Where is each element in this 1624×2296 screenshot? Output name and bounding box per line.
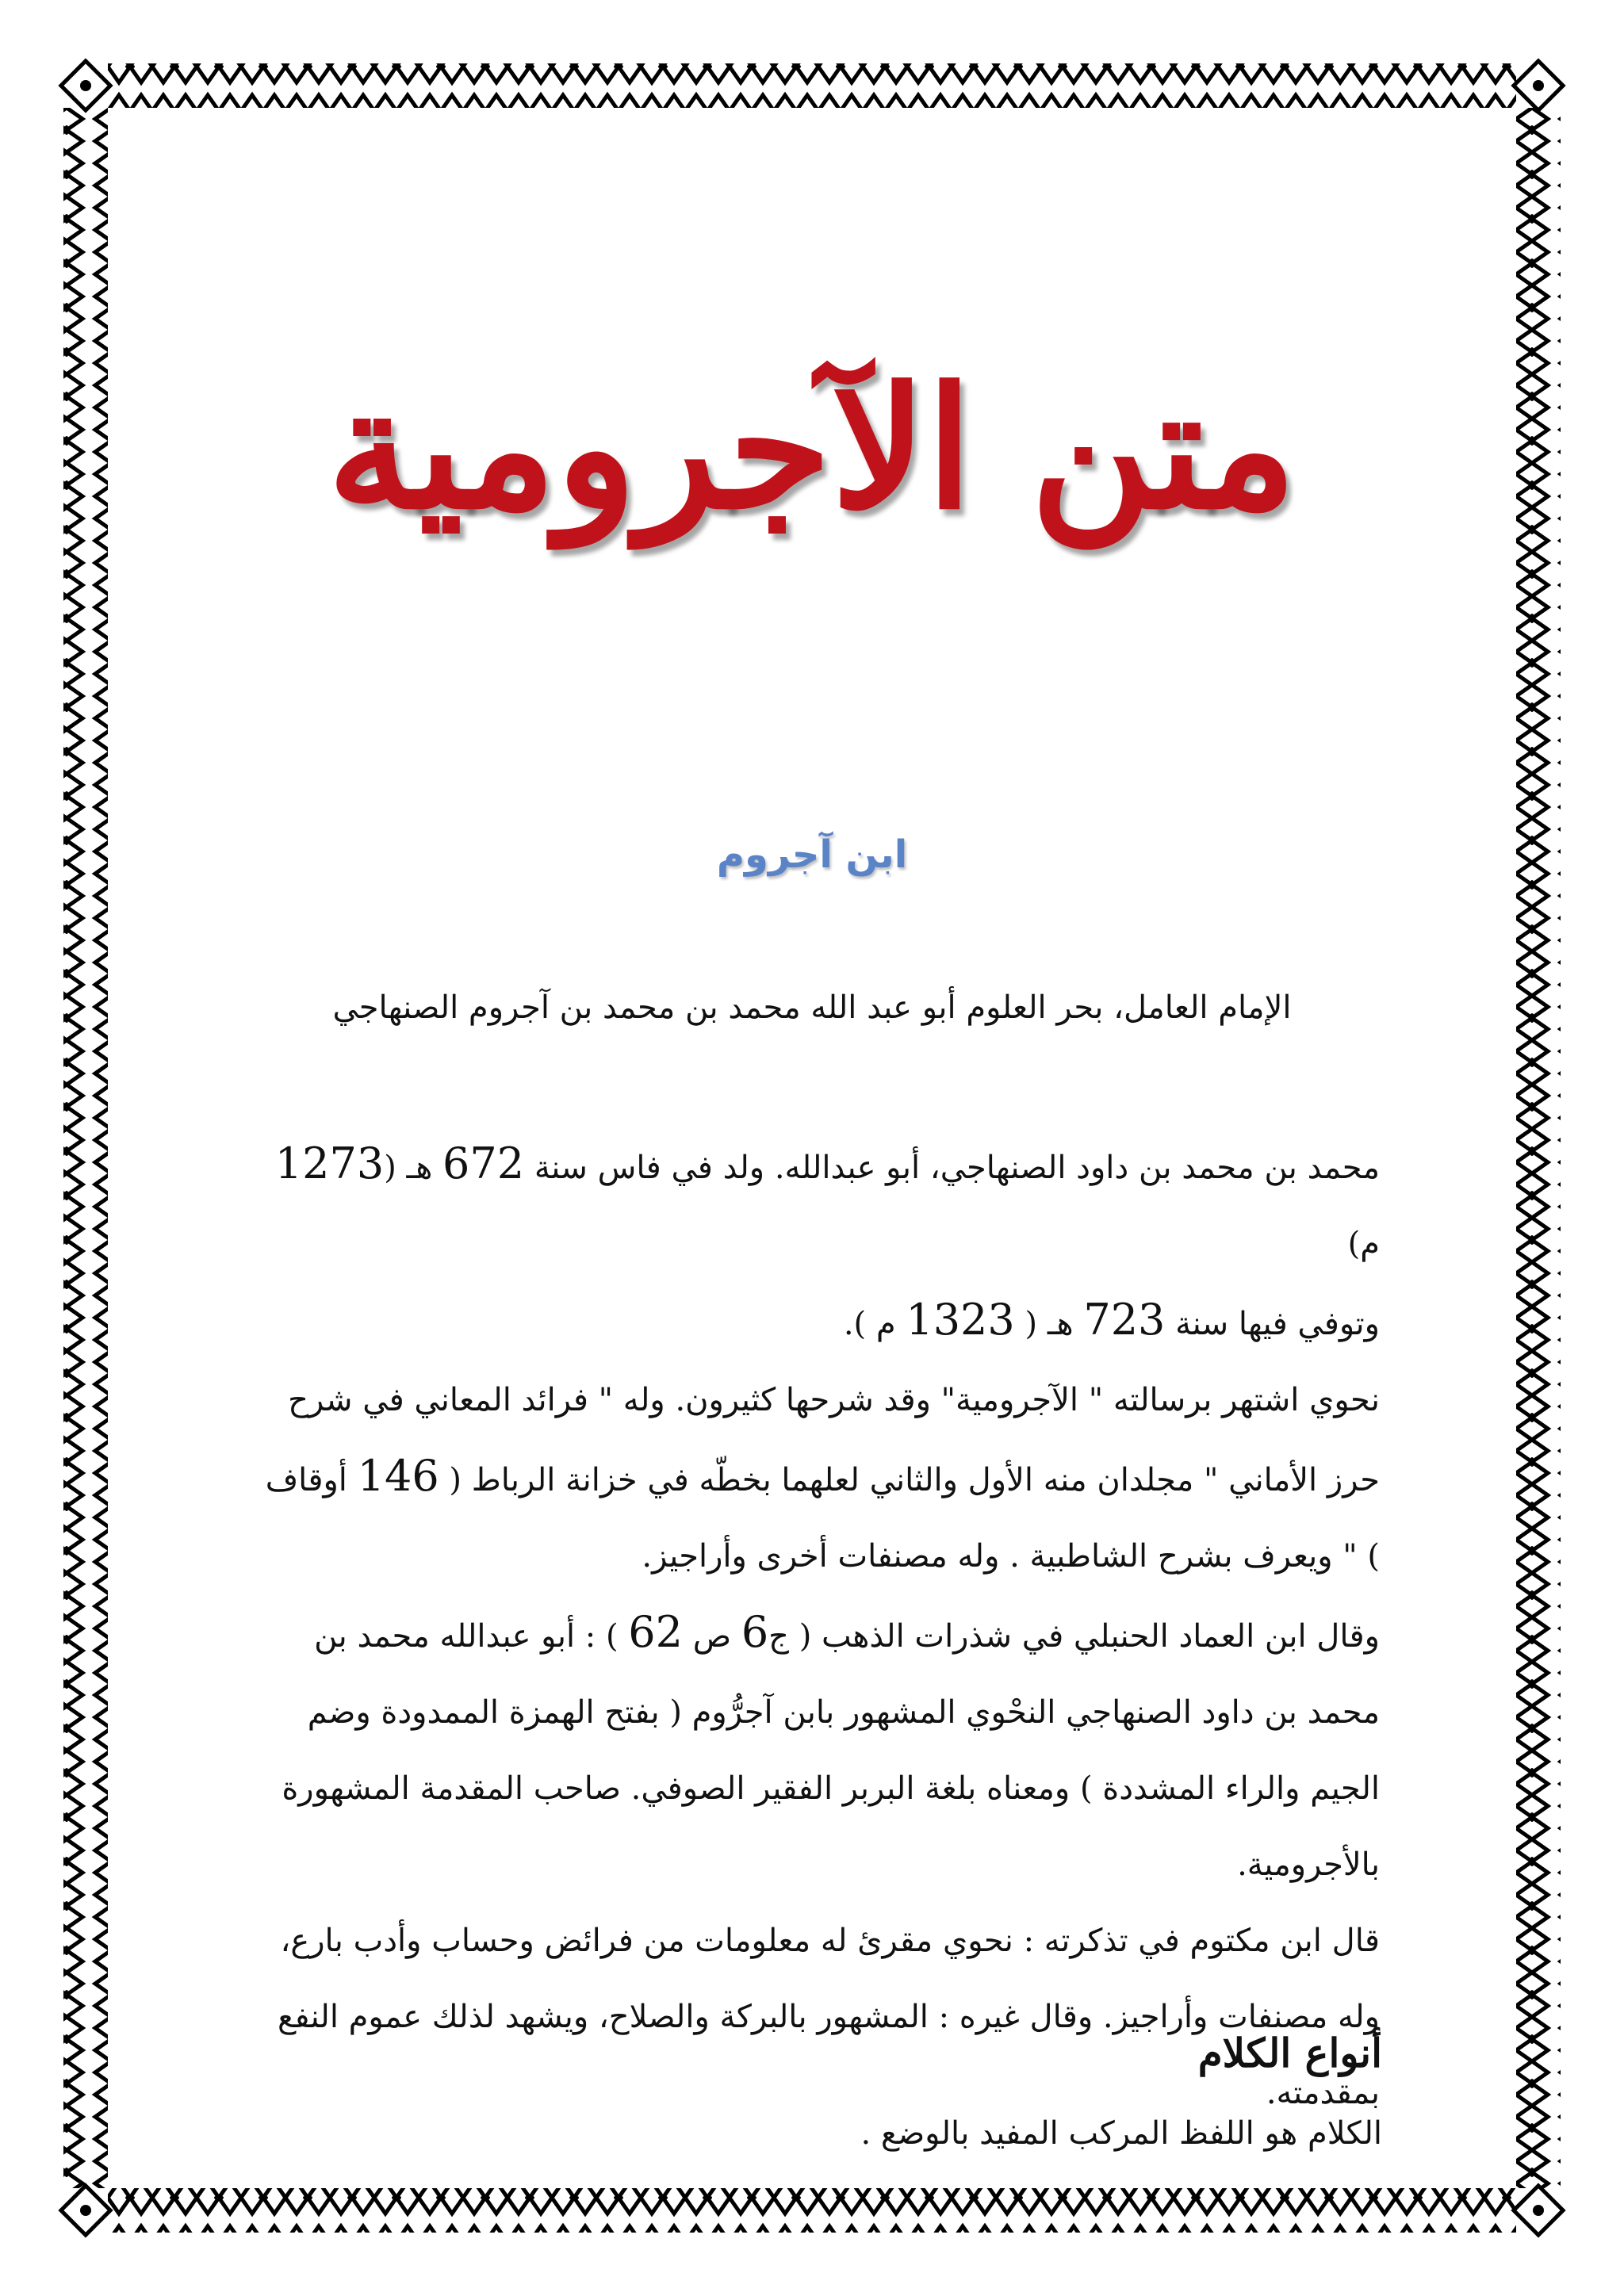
bio-paragraph-4: قال ابن مكتوم في تذكرته : نحوي مقرئ له معلومات من فرائض وحساب وأدب بارع، وله مصنفات وأراجيز. وقال غيره : المشهور بالبركة والصلاح، ويشهد لذلك عموم النفع بمقدمته.	[278, 1923, 1380, 2111]
author-full-name: الإمام العامل، بحر العلوم أبو عبد الله محمد بن محمد بن آجروم الصنهاجي	[332, 989, 1292, 1026]
section-heading: أنواع الكلام	[1197, 2030, 1382, 2076]
bio-paragraph-2: نحوي اشتهر برسالته " الآجرومية" وقد شرحها كثيرون. وله " فرائد المعاني في شرح حرز الأماني " مجلدان منه الأول والثاني لعلهما بخطّه في خزانة الرباط ( 146 أوقاف ) " ويعرف بشرح الشاطبية . وله مصنفات أخرى وأراجيز.	[265, 1382, 1380, 1575]
author-name: ابن آجروم	[716, 832, 908, 877]
document-title: متن الآجرومية	[327, 350, 1297, 546]
bio-paragraph-1: محمد بن محمد بن داود الصنهاجي، أبو عبدالله. ولد في فاس سنة 672 هـ (1273 م) وتوفي فيها سنة 723 هـ ( 1323 م ).	[274, 1138, 1380, 1345]
definition-text: الكلام هو اللفظ المركب المفيد بالوضع .	[860, 2115, 1382, 2152]
author-biography	[254, 1126, 1380, 2131]
bio-paragraph-3: وقال ابن العماد الحنبلي في شذرات الذهب ( ج6 ص 62 ) : أبو عبدالله محمد بن محمد بن داود الصنهاجي النحْوي المشهور بابن آجرُّوم ( بفتح الهمزة الممدودة وضم الجيم والراء المشددة ) ومعناه بلغة البربر الفقير الصوفي. صاحب المقدمة المشهورة بالأجرومية.	[282, 1607, 1380, 1883]
